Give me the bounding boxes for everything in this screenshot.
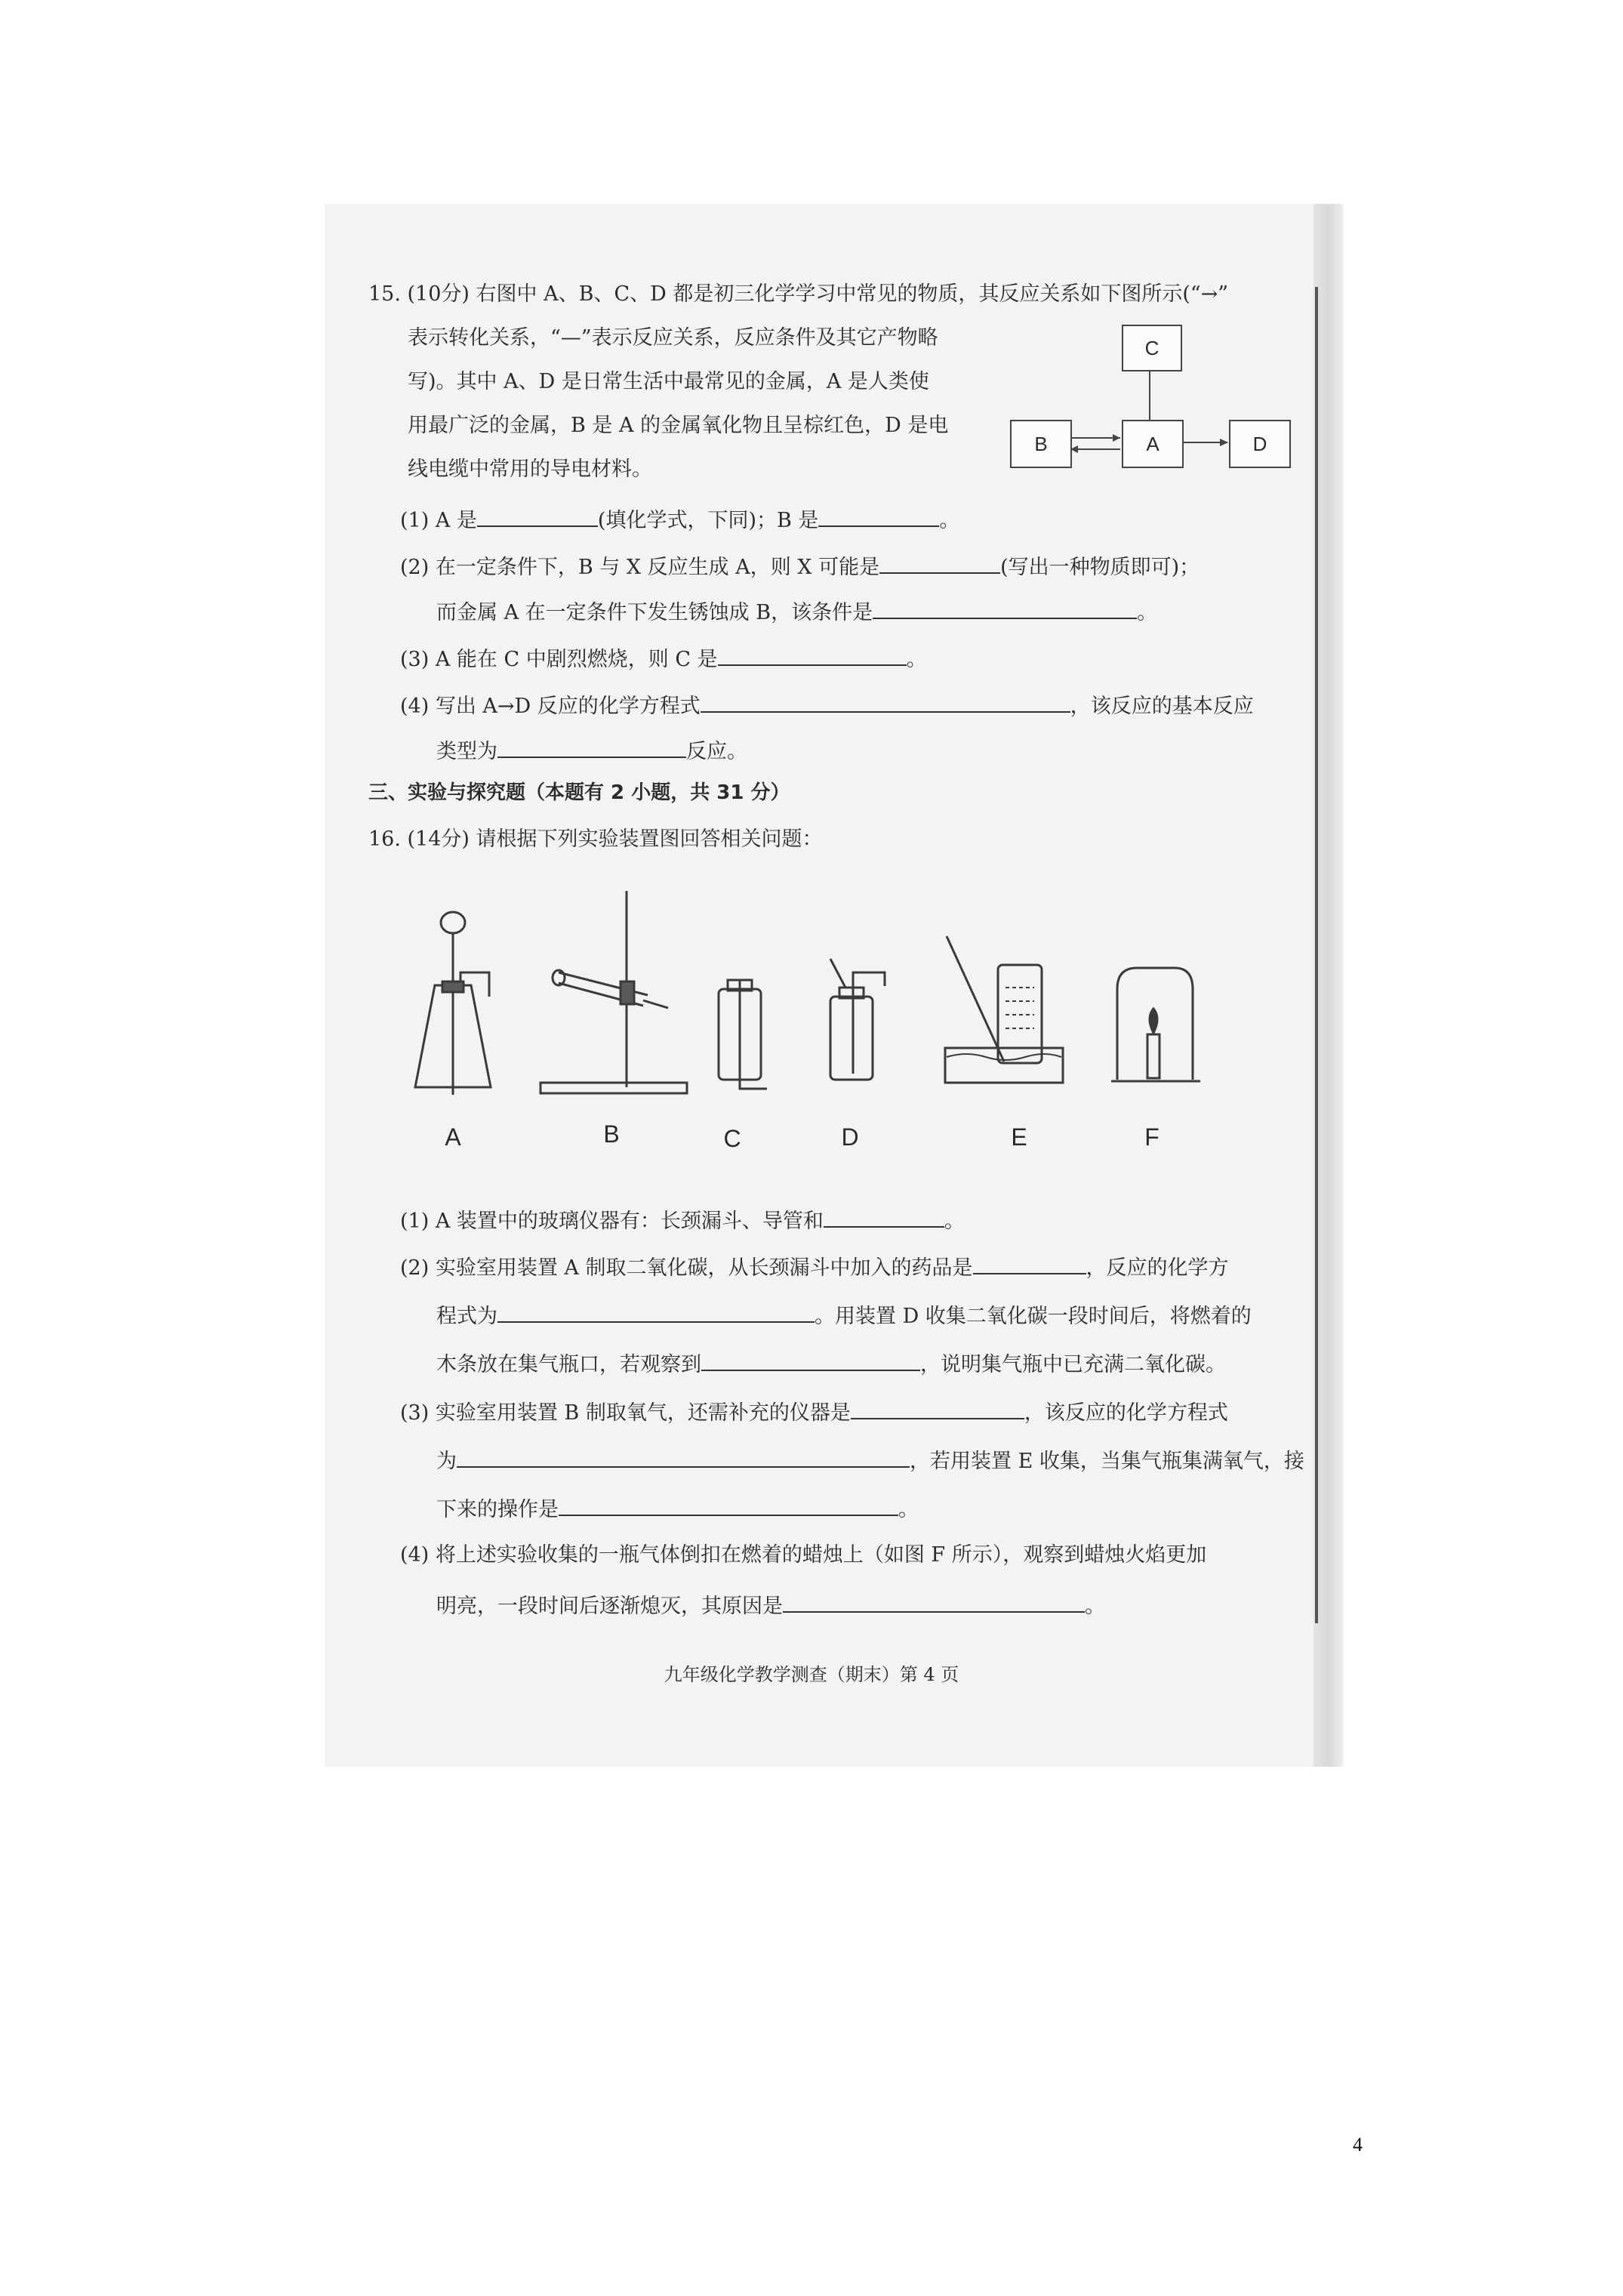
q15-part3: (3) A 能在 C 中剧烈燃烧，则 C 是 。 <box>400 643 927 673</box>
answer-blank[interactable] <box>873 596 1137 619</box>
q15-part2 <box>400 551 1200 581</box>
section-heading: 三、实验与探究题（本题有 2 小题，共 31 分） <box>368 781 790 804</box>
q16-part2-text-f: ，说明集气瓶中已充满二氧化碳。 <box>920 1353 1226 1376</box>
q16-part3-text-d: ，若用装置 E 收集，当集气瓶集满氧气，接 <box>910 1450 1304 1473</box>
apparatus-label-a: A <box>445 1123 461 1151</box>
q16-part3-text-e: 下来的操作是 <box>436 1498 559 1521</box>
apparatus-label-e: E <box>1011 1123 1027 1151</box>
q15-part3-text: (3) A 能在 C 中剧烈燃烧，则 C 是 <box>400 648 718 671</box>
apparatus-d <box>830 959 885 1080</box>
apparatus-label-f: F <box>1144 1123 1160 1151</box>
q16-part2-text-e: 木条放在集气瓶口，若观察到 <box>436 1353 701 1376</box>
q16-intro: 16. (14分) 请根据下列实验装置图回答相关问题： <box>368 827 823 851</box>
apparatus-c <box>719 980 767 1089</box>
answer-blank[interactable] <box>783 1590 1085 1613</box>
apparatus-e <box>945 936 1063 1083</box>
q15-part2-text-b: (写出一种物质即可)； <box>1000 556 1200 579</box>
q15-part2-text-a: (2) 在一定条件下，B 与 X 反应生成 A，则 X 可能是 <box>400 556 880 579</box>
q15-part4-text-d: 反应。 <box>686 740 747 763</box>
q16-part1-text: (1) A 装置中的玻璃仪器有：长颈漏斗、导管和 <box>400 1210 824 1233</box>
q15-part4-cont <box>436 735 747 766</box>
diagram-box-c: C <box>1122 325 1182 371</box>
apparatus-figure <box>408 883 1313 1155</box>
answer-blank[interactable] <box>497 1300 815 1323</box>
q15-part2-cont: 而金属 A 在一定条件下发生锈蚀成 B，该条件是 。 <box>436 596 1157 627</box>
answer-blank[interactable] <box>701 690 1070 713</box>
apparatus-b <box>540 891 687 1093</box>
q15-part1-text-a: (1) A 是 <box>400 509 477 532</box>
q16-part2-text-a: (2) 实验室用装置 A 制取二氧化碳，从长颈漏斗中加入的药品是 <box>400 1256 973 1280</box>
q15-line2: 表示转化关系，“—”表示反应关系，反应条件及其它产物略 <box>408 326 938 350</box>
q16-part4: (4) 将上述实验收集的一瓶气体倒扣在燃着的蜡烛上（如图 F 所示），观察到蜡烛火焰更加 <box>400 1543 1207 1567</box>
diagram-box-b: B <box>1010 420 1072 468</box>
answer-blank[interactable] <box>973 1252 1086 1274</box>
q15-part1-text-b: (填化学式，下同)；B 是 <box>597 509 819 532</box>
q16-part2-text-c: 程式为 <box>436 1305 497 1328</box>
q16-part3-cont2: 下来的操作是 。 <box>436 1493 919 1524</box>
q16-part3-text-c: 为 <box>436 1450 457 1473</box>
q15-line1: 15. (10分) 右图中 A、B、C、D 都是初三化学学习中常见的物质，其反应关系如下图所示(“→” <box>368 282 1229 306</box>
diagram-connectors <box>1004 362 1298 476</box>
q16-part3-text-a: (3) 实验室用装置 B 制取氧气，还需补充的仪器是 <box>400 1401 851 1425</box>
apparatus-label-d: D <box>841 1123 859 1151</box>
q16-part3-text-b: ，该反应的化学方程式 <box>1024 1401 1228 1425</box>
q15-part2-text-c: 而金属 A 在一定条件下发生锈蚀成 B，该条件是 <box>436 601 873 624</box>
answer-blank[interactable] <box>818 504 939 527</box>
page-footer: 九年级化学教学测查（期末）第 4 页 <box>664 1664 959 1685</box>
q16-part3 <box>400 1397 1228 1427</box>
answer-blank[interactable] <box>457 1445 910 1468</box>
q16-part2-text-d: 。用装置 D 收集二氧化碳一段时间后，将燃着的 <box>815 1305 1252 1328</box>
answer-blank[interactable] <box>701 1348 920 1371</box>
q16-part1: (1) A 装置中的玻璃仪器有：长颈漏斗、导管和 。 <box>400 1205 965 1235</box>
q15-part4-text-c: 类型为 <box>436 740 497 763</box>
q15-line4: 用最广泛的金属，B 是 A 的金属氧化物且呈棕红色，D 是电 <box>408 414 949 437</box>
q15-line5: 线电缆中常用的导电材料。 <box>408 458 652 481</box>
page-number: 4 <box>1353 2134 1363 2156</box>
q16-part2-cont2 <box>436 1348 1226 1379</box>
q15-part4-text-b: ，该反应的基本反应 <box>1070 695 1254 718</box>
apparatus-f <box>1111 968 1200 1081</box>
right-margin-rule <box>1315 287 1318 1623</box>
q15-line3: 写)。其中 A、D 是日常生活中最常见的金属，A 是人类使 <box>408 370 929 393</box>
diagram-box-d: D <box>1229 420 1291 468</box>
answer-blank[interactable] <box>879 551 1000 574</box>
q16-part2-cont1 <box>436 1300 1252 1330</box>
apparatus-label-b: B <box>603 1120 620 1148</box>
q16-part3-cont1 <box>436 1445 1304 1475</box>
answer-blank[interactable] <box>824 1205 944 1228</box>
q16-part4-text-b: 明亮，一段时间后逐渐熄灭，其原因是 <box>436 1595 783 1618</box>
apparatus-a <box>415 912 491 1095</box>
q16-part4-cont: 明亮，一段时间后逐渐熄灭，其原因是 。 <box>436 1590 1105 1620</box>
diagram-box-a: A <box>1122 420 1184 468</box>
answer-blank[interactable] <box>497 735 686 758</box>
q15-part4 <box>400 690 1254 720</box>
q15-part4-text-a: (4) 写出 A→D 反应的化学方程式 <box>400 695 701 718</box>
apparatus-label-c: C <box>723 1125 741 1152</box>
answer-blank[interactable] <box>559 1493 898 1516</box>
q15-part1: (1) A 是 (填化学式，下同)；B 是 。 <box>400 504 959 535</box>
answer-blank[interactable] <box>851 1397 1024 1419</box>
answer-blank[interactable] <box>718 643 907 666</box>
q16-part2 <box>400 1252 1229 1282</box>
answer-blank[interactable] <box>477 504 598 527</box>
q16-part2-text-b: ，反应的化学方 <box>1086 1256 1229 1280</box>
